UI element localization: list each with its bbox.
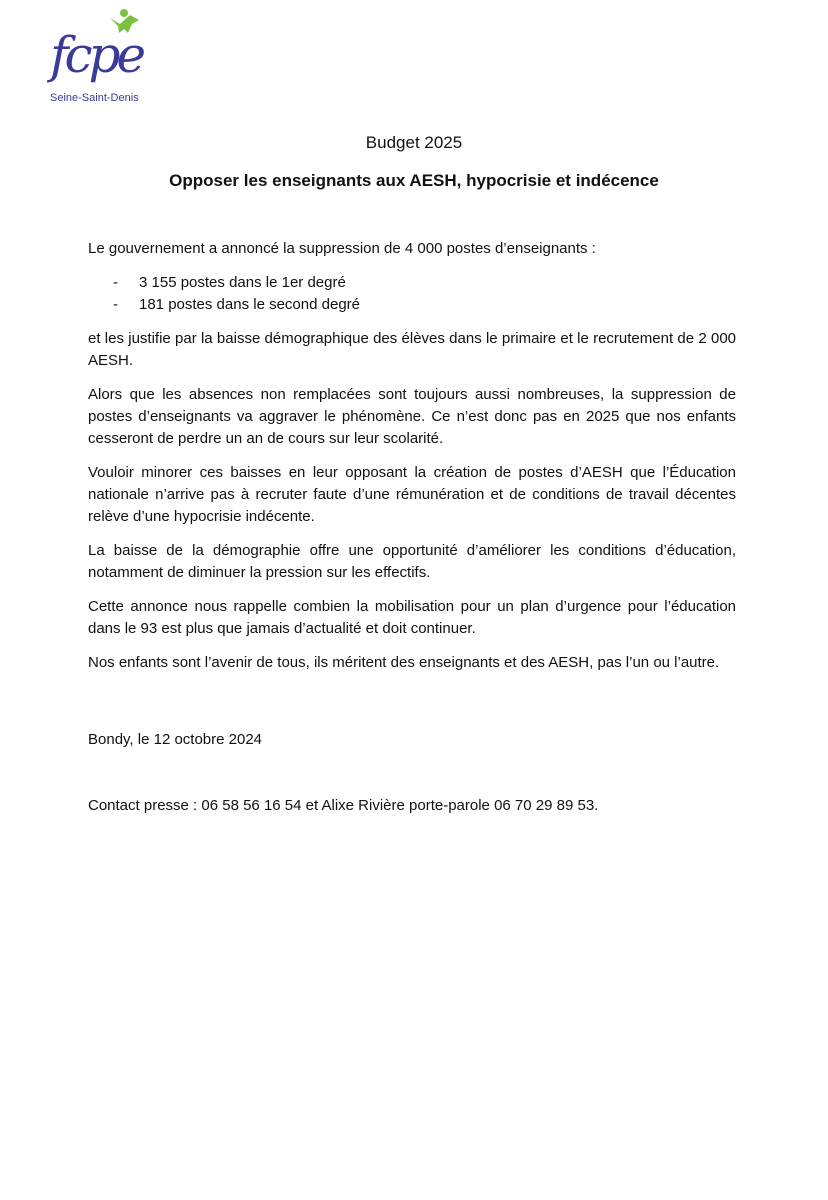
logo-caption: Seine-Saint-Denis <box>50 92 139 104</box>
job-cuts-list <box>88 272 736 316</box>
body-paragraph: La baisse de la démographie offre une opportunité d’améliorer les conditions d’éducation, notamment de diminuer la pression sur les effectifs. <box>88 542 736 581</box>
intro-paragraph: Le gouvernement a annoncé la suppression de 4 000 postes d’enseignants : <box>88 240 596 257</box>
body-paragraph: et les justifie par la baisse démographique des élèves dans le primaire et le recrutement de 2 000 AESH. <box>88 330 736 369</box>
date-line: Bondy, le 12 octobre 2024 <box>88 731 263 748</box>
logo-figure-head-icon <box>120 9 128 17</box>
list-item-text: 181 postes dans le second degré <box>139 296 360 313</box>
list-item <box>88 272 736 294</box>
bullet-dash: - <box>113 274 118 291</box>
fcpe-logo-graphic <box>44 4 154 94</box>
body-paragraph: Cette annonce nous rappelle combien la mobilisation pour un plan d’urgence pour l’éducation dans le 93 est plus que jamais d’actualité et doit continuer. <box>88 598 736 637</box>
document-subtitle: Budget 2025 <box>365 133 463 152</box>
body-paragraph: Alors que les absences non remplacées sont toujours aussi nombreuses, la suppression de postes d’enseignants va aggraver le phénomène. Ce n’est donc pas en 2025 que nos enfants cesseront de perdre un an de cours sur leur scolarité. <box>88 386 736 447</box>
document-body <box>88 238 736 686</box>
list-item-text: 3 155 postes dans le 1er degré <box>139 274 346 291</box>
document-title: Opposer les enseignants aux AESH, hypocrisie et indécence <box>169 171 659 190</box>
list-item <box>88 294 736 316</box>
body-paragraph: Vouloir minorer ces baisses en leur opposant la création de postes d’AESH que l’Éducation nationale n’arrive pas à recruter faute d’une rémunération et de conditions de travail décentes relève d’une hypocrisie indécente. <box>88 464 736 525</box>
logo-wordmark: fcpe <box>50 26 143 84</box>
closing-paragraph: Nos enfants sont l’avenir de tous, ils méritent des enseignants et des AESH, pas l’un ou l’autre. <box>88 654 720 671</box>
bullet-dash: - <box>113 296 118 313</box>
press-contact: Contact presse : 06 58 56 16 54 et Alixe Rivière porte-parole 06 70 29 89 53. <box>88 797 599 814</box>
